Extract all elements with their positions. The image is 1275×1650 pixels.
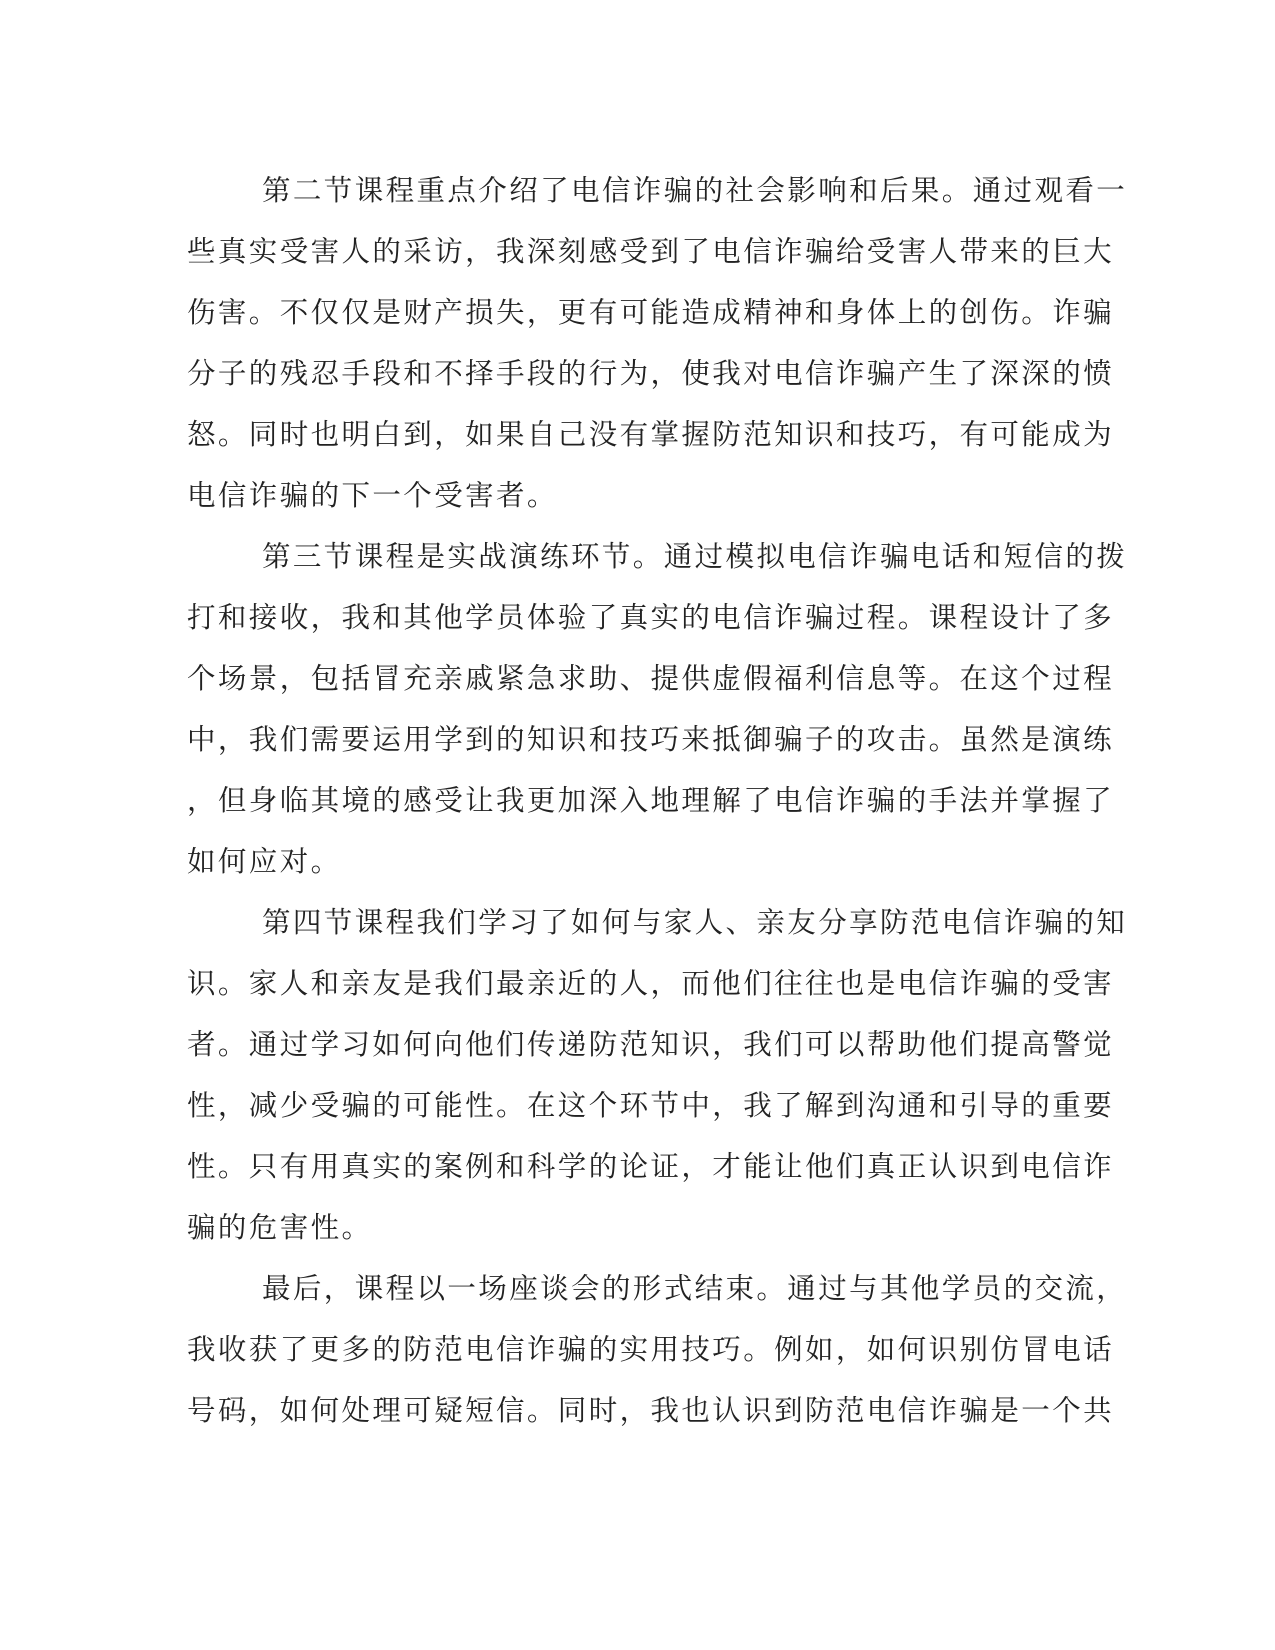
text-line: 识。家人和亲友是我们最亲近的人，而他们往往也是电信诈骗的受害	[187, 967, 1115, 1000]
text-line: 伤害。不仅仅是财产损失，更有可能造成精神和身体上的创伤。诈骗	[187, 296, 1115, 329]
text-line: 第三节课程是实战演练环节。通过模拟电信诈骗电话和短信的拨	[262, 540, 1128, 573]
text-line: 如何应对。	[187, 845, 342, 878]
text-line: 者。通过学习如何向他们传递防范知识，我们可以帮助他们提高警觉	[187, 1028, 1115, 1061]
text-line: 怒。同时也明白到，如果自己没有掌握防范知识和技巧，有可能成为	[187, 418, 1115, 451]
paragraph-final-seminar	[187, 1258, 1128, 1441]
paragraph-lesson-two	[187, 160, 1128, 526]
text-line: 我收获了更多的防范电信诈骗的实用技巧。例如，如何识别仿冒电话	[187, 1333, 1115, 1366]
paragraph-lesson-three	[187, 526, 1128, 892]
text-line: 号码，如何处理可疑短信。同时，我也认识到防范电信诈骗是一个共	[187, 1394, 1115, 1427]
text-line: 第二节课程重点介绍了电信诈骗的社会影响和后果。通过观看一	[262, 174, 1128, 207]
text-line: 中，我们需要运用学到的知识和技巧来抵御骗子的攻击。虽然是演练	[187, 723, 1115, 756]
text-line: 性。只有用真实的案例和科学的论证，才能让他们真正认识到电信诈	[187, 1150, 1115, 1183]
text-line: 打和接收，我和其他学员体验了真实的电信诈骗过程。课程设计了多	[187, 601, 1115, 634]
text-line: 性，减少受骗的可能性。在这个环节中，我了解到沟通和引导的重要	[187, 1089, 1115, 1122]
text-line: 第四节课程我们学习了如何与家人、亲友分享防范电信诈骗的知	[262, 906, 1128, 939]
text-line: 个场景，包括冒充亲戚紧急求助、提供虚假福利信息等。在这个过程	[187, 662, 1115, 695]
paragraph-lesson-four	[187, 892, 1128, 1258]
text-line: 分子的残忍手段和不择手段的行为，使我对电信诈骗产生了深深的愤	[187, 357, 1115, 390]
text-line: 电信诈骗的下一个受害者。	[187, 479, 558, 512]
text-line: 些真实受害人的采访，我深刻感受到了电信诈骗给受害人带来的巨大	[187, 235, 1115, 268]
text-line: 骗的危害性。	[187, 1211, 373, 1244]
body-text	[187, 160, 1128, 1441]
text-line: 最后，课程以一场座谈会的形式结束。通过与其他学员的交流，	[262, 1272, 1128, 1305]
text-line: ，但身临其境的感受让我更加深入地理解了电信诈骗的手法并掌握了	[187, 784, 1115, 817]
